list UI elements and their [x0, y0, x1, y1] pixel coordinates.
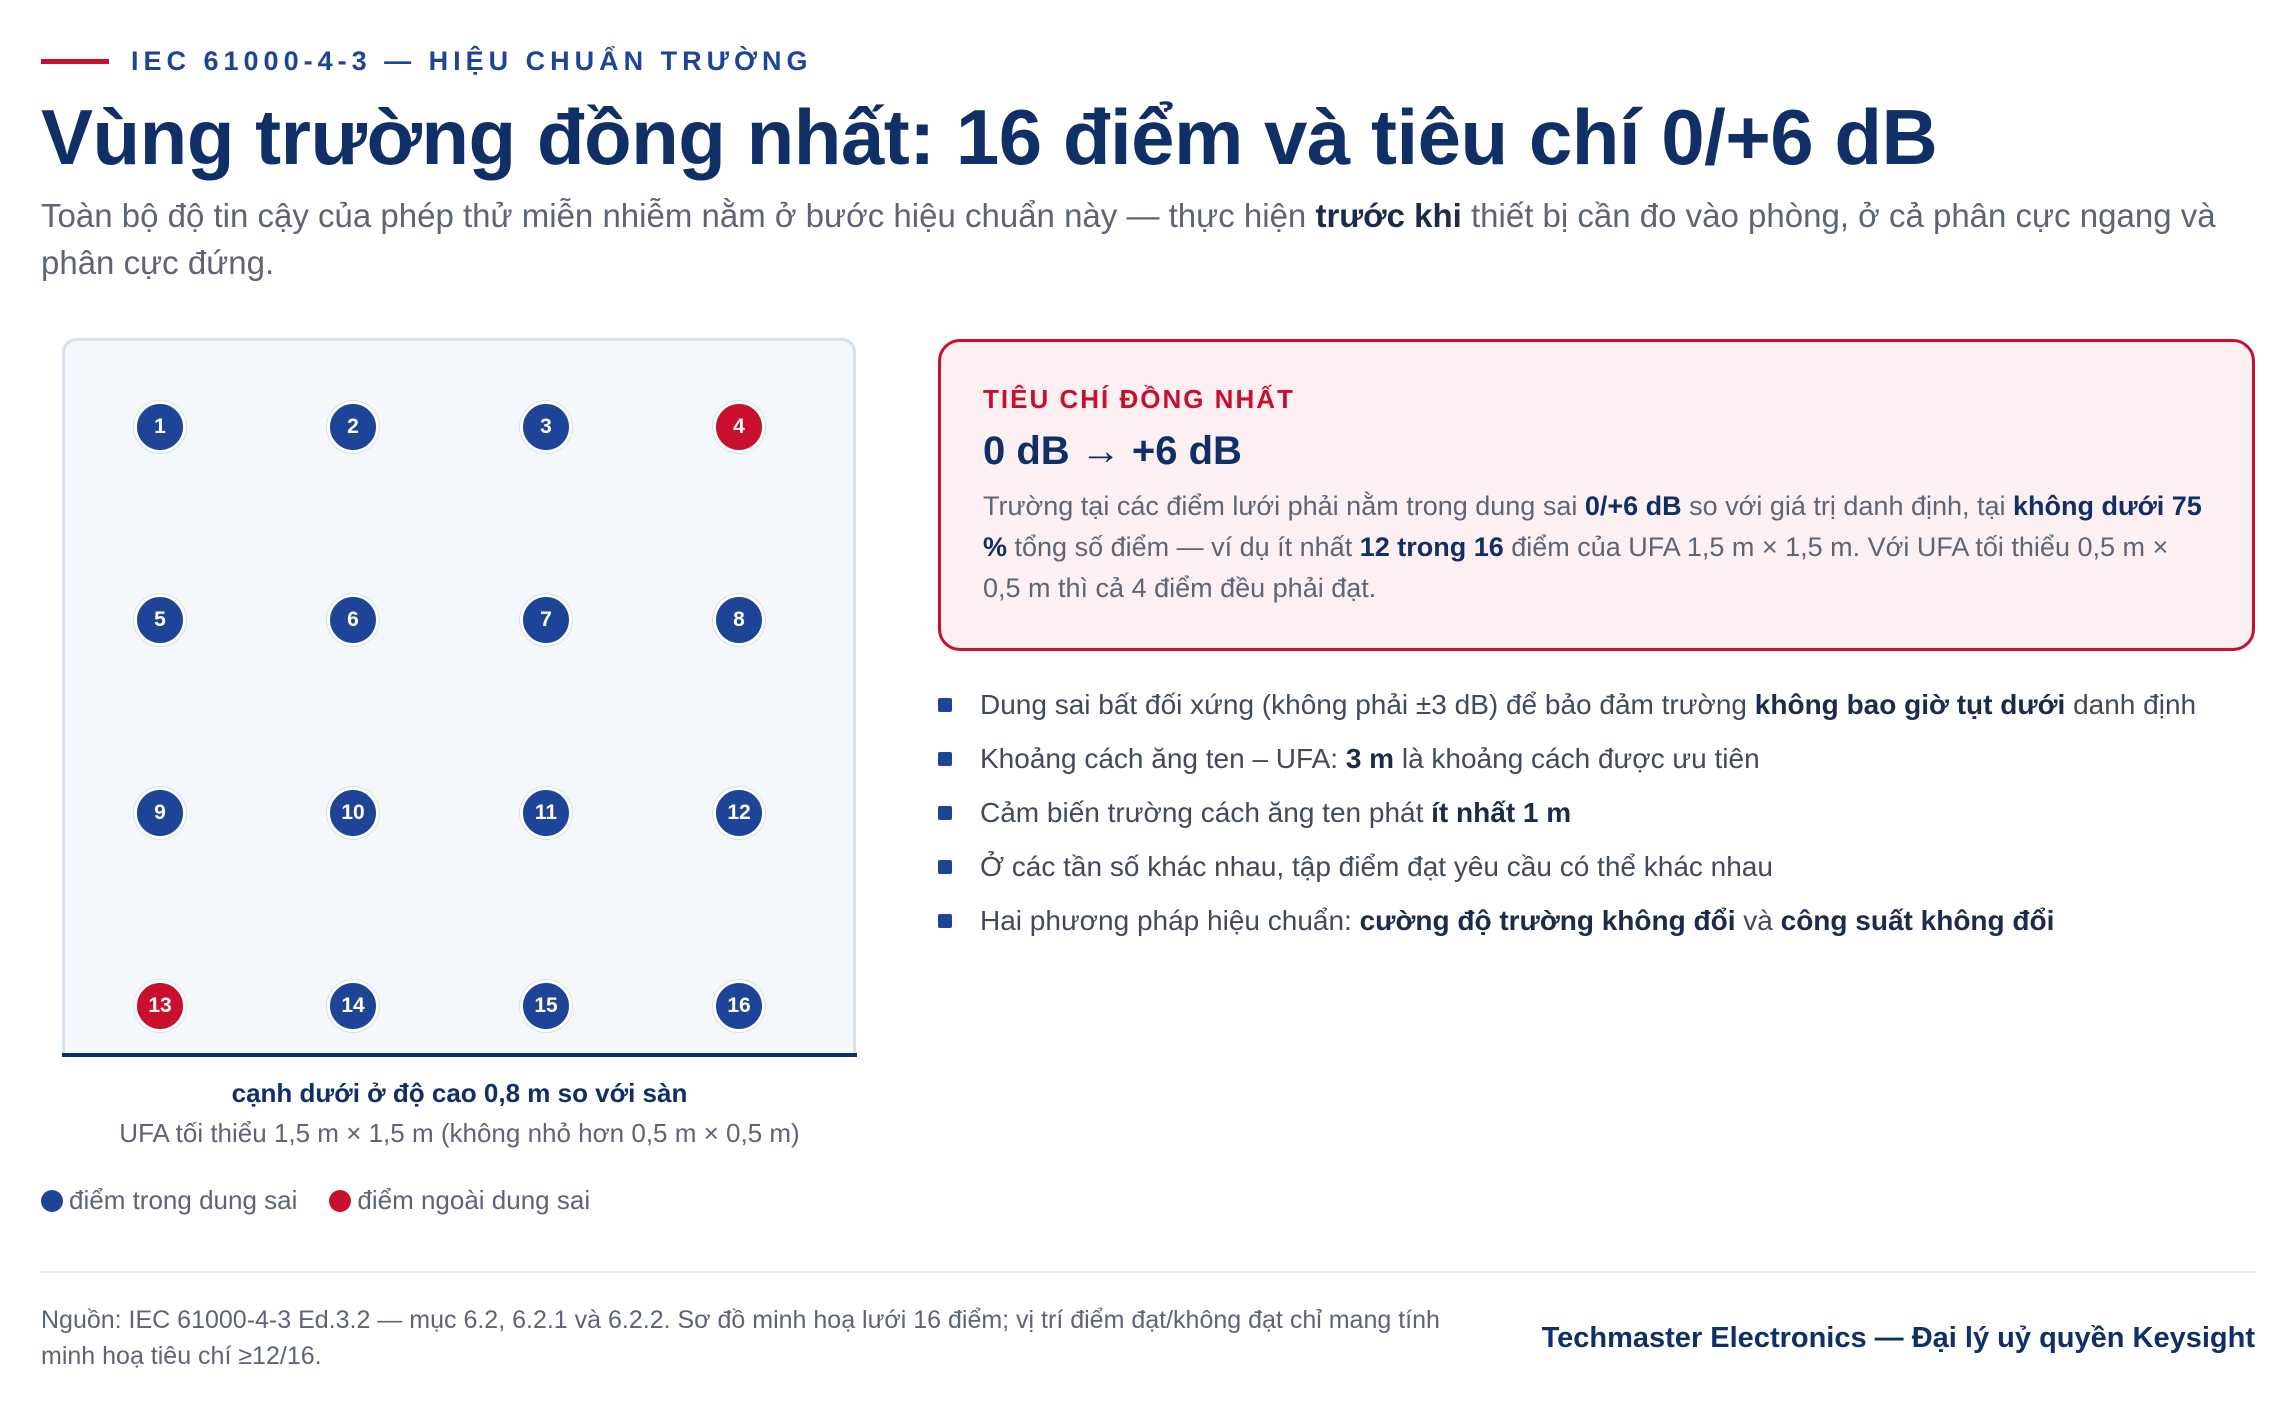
grid-point: 8: [713, 594, 765, 646]
bullet-square-icon: [938, 752, 952, 766]
bullet-text: [980, 743, 1760, 775]
grid-caption-bold: cạnh dưới ở độ cao 0,8 m so với sàn: [231, 1078, 688, 1108]
bullet-square-icon: [938, 860, 952, 874]
bullet-list: [938, 678, 2196, 948]
legend-fail-label: điểm ngoài dung sai: [357, 1185, 591, 1215]
bullet-bold: 3 m: [1345, 743, 1395, 774]
grid-point: 9: [134, 787, 186, 839]
criterion-value: 0 dB → +6 dB: [983, 429, 1242, 473]
bullet-bold: ít nhất 1 m: [1431, 797, 1572, 828]
criterion-text: Trường tại các điểm lưới phải nằm trong dung sai: [983, 491, 1585, 521]
bullet-bold: công suất không đổi: [1780, 905, 2055, 936]
bullet-square-icon: [938, 806, 952, 820]
bullet-item: [938, 786, 2196, 840]
bullet-item: [938, 732, 2196, 786]
pass-dot-icon: [41, 1190, 63, 1212]
page-title: Vùng trường đồng nhất: 16 điểm và tiêu chí 0/+6 dB: [41, 93, 1938, 181]
grid-point: 14: [327, 980, 379, 1032]
legend-pass: [41, 1185, 297, 1216]
grid-point: 10: [327, 787, 379, 839]
eyebrow: [41, 46, 813, 77]
bullet-segment: danh định: [2065, 689, 2197, 720]
bullet-text: [980, 905, 2054, 937]
bullet-segment: Ở các tần số khác nhau, tập điểm đạt yêu cầu có thể khác nhau: [980, 851, 1773, 882]
bullet-segment: và: [1735, 905, 1781, 936]
legend-pass-label: điểm trong dung sai: [69, 1185, 298, 1215]
criterion-label: TIÊU CHÍ ĐỒNG NHẤT: [983, 384, 1295, 414]
bullet-bold: cường độ trường không đổi: [1359, 905, 1736, 936]
fail-dot-icon: [329, 1190, 351, 1212]
criterion-body: [983, 486, 2210, 609]
grid-point: 2: [327, 401, 379, 453]
grid-point: 13: [134, 980, 186, 1032]
footer-divider: [41, 1271, 2255, 1273]
grid-point: 7: [520, 594, 572, 646]
criterion-bold: 0/+6 dB: [1584, 491, 1682, 521]
accent-bar: [41, 59, 109, 64]
bullet-square-icon: [938, 914, 952, 928]
bullet-segment: là khoảng cách được ưu tiên: [1394, 743, 1760, 774]
grid-point: 5: [134, 594, 186, 646]
criterion-bold: 12 trong 16: [1359, 532, 1504, 562]
bullet-text: [980, 689, 2196, 721]
bullet-text: [980, 851, 1773, 883]
criterion-text: tổng số điểm — ví dụ ít nhất: [1007, 532, 1360, 562]
subtitle-text-end: thiết bị cần đo vào phòng, ở cả phân cực ngang và phân cực đứng.: [41, 197, 2216, 281]
grid-point: 4: [713, 401, 765, 453]
bullet-square-icon: [938, 698, 952, 712]
brand-credit: Techmaster Electronics — Đại lý uỷ quyền Keysight: [1541, 1322, 2255, 1354]
bullet-segment: Cảm biến trường cách ăng ten phát: [980, 797, 1432, 828]
criterion-text: điểm của UFA 1,5 m × 1,5 m. Với UFA tối thiểu 0,5 m × 0,5 m thì cả 4 điểm đều phải đạt.: [983, 532, 2169, 603]
criterion-text: so với giá trị danh định, tại: [1681, 491, 2014, 521]
criterion-bold: không dưới 75 %: [983, 491, 2202, 562]
bullet-text: [980, 797, 1571, 829]
grid-point: 12: [713, 787, 765, 839]
bullet-item: [938, 840, 2196, 894]
bullet-segment: Khoảng cách ăng ten – UFA:: [980, 743, 1346, 774]
bullet-item: [938, 894, 2196, 948]
grid-point: 15: [520, 980, 572, 1032]
floor-edge-line: [62, 1053, 857, 1057]
subtitle-text: Toàn bộ độ tin cậy của phép thử miễn nhiễm nằm ở bước hiệu chuẩn này — thực hiện: [41, 197, 1316, 234]
bullet-segment: Dung sai bất đối xứng (không phải ±3 dB) để bảo đảm trường: [980, 689, 1755, 720]
page-subtitle: [41, 192, 2241, 286]
grid-caption: UFA tối thiểu 1,5 m × 1,5 m (không nhỏ hơn 0,5 m × 0,5 m): [119, 1118, 800, 1148]
eyebrow-text: IEC 61000-4-3 — HIỆU CHUẨN TRƯỜNG: [131, 46, 813, 76]
bullet-bold: không bao giờ tụt dưới: [1754, 689, 2066, 720]
subtitle-bold: trước khi: [1315, 197, 1462, 234]
grid-point: 1: [134, 401, 186, 453]
legend: [41, 1185, 622, 1216]
grid-point: 11: [520, 787, 572, 839]
bullet-item: [938, 678, 2196, 732]
bullet-segment: Hai phương pháp hiệu chuẩn:: [980, 905, 1360, 936]
grid-point: 3: [520, 401, 572, 453]
grid-point: 6: [327, 594, 379, 646]
source-note: Nguồn: IEC 61000-4-3 Ed.3.2 — mục 6.2, 6.2.1 và 6.2.2. Sơ đồ minh hoạ lưới 16 điểm; vị trí điểm đạt/không đạt chỉ mang tính minh hoạ tiêu chí ≥12/16.: [41, 1306, 1440, 1370]
legend-fail: [329, 1185, 590, 1216]
criterion-box: [938, 339, 2255, 651]
grid-point: 16: [713, 980, 765, 1032]
